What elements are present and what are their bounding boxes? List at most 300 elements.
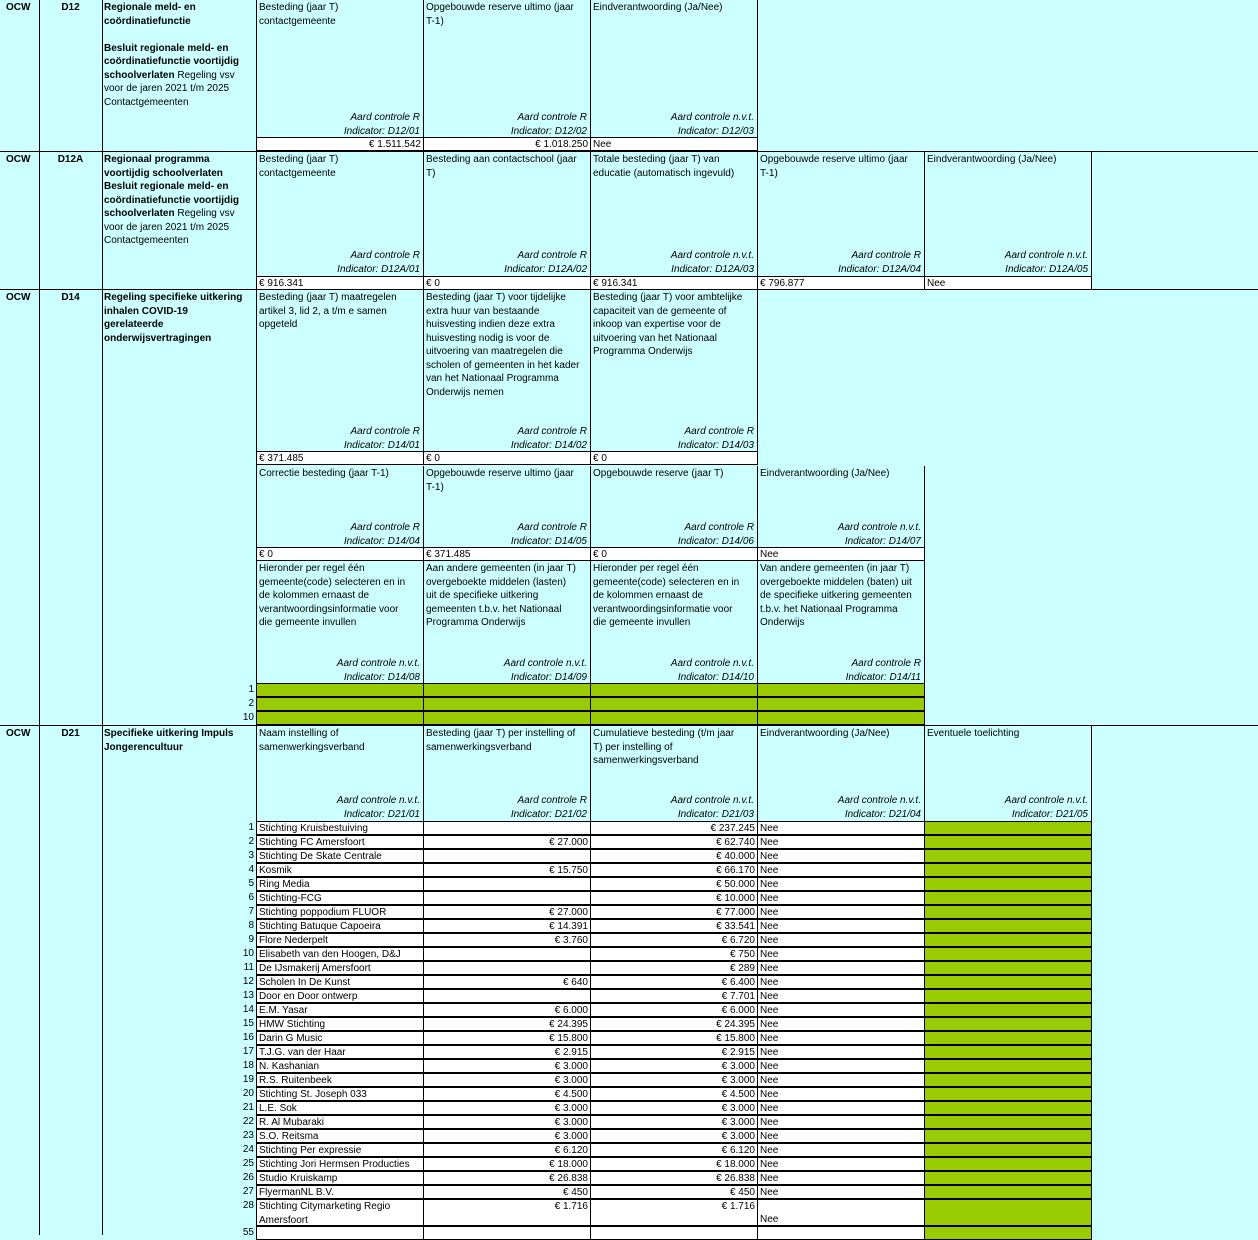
d21-toelichting-cell[interactable] — [924, 905, 1092, 919]
d21-besteding-cell[interactable]: € 3.000 — [423, 1073, 591, 1087]
d21-besteding-cell[interactable] — [423, 947, 591, 961]
d14-value-r2-1[interactable]: € 0 — [256, 547, 424, 561]
d12a-indicator-2-header — [423, 152, 590, 276]
d21-name-cell[interactable]: R. Al Mubaraki — [256, 1115, 424, 1129]
d12a-indicator-1-header — [256, 152, 423, 276]
column-separator — [102, 726, 103, 1235]
d14-input-cell[interactable] — [757, 683, 925, 697]
d12a-title — [102, 152, 256, 289]
d21-indicator-5-indicator-id: Indicator: D21/05 — [1011, 808, 1088, 820]
d14-code: D14 — [61, 292, 80, 303]
d12a-regulation-line — [104, 207, 254, 221]
d21-cumulatief-cell[interactable]: € 3.000 — [590, 1129, 758, 1143]
d14-input-cell[interactable] — [423, 683, 591, 697]
d12a-regulation-normal: Regeling vsv — [174, 208, 235, 219]
d21-row-number: 20 — [242, 1088, 254, 1099]
d12a-indicator-2-aard: Aard controle R — [517, 249, 587, 261]
d21-eindverantwoording-cell[interactable]: Nee — [757, 891, 925, 905]
d21-row-number: 6 — [248, 892, 254, 903]
d21-indicator-3-header — [590, 726, 757, 821]
d21-cumulatief-cell[interactable]: € 18.000 — [590, 1157, 758, 1171]
d21-row-number: 9 — [248, 934, 254, 945]
d12a-indicator-3-indicator-id: Indicator: D12A/03 — [671, 263, 754, 275]
d21-besteding-cell[interactable]: € 450 — [423, 1185, 591, 1199]
d12-regulation-line — [104, 69, 254, 83]
d12a-title-line: Besluit regionale meld- en — [104, 181, 229, 192]
d14-indicator-r2-2-label: Opgebouwde reserve ultimo (jaar T-1) — [426, 468, 574, 493]
d21-besteding-cell[interactable]: € 3.000 — [423, 1101, 591, 1115]
d21-row-number: 23 — [242, 1130, 254, 1141]
d12-value-3[interactable]: Nee — [590, 137, 758, 151]
d14-indicator-r3-4-indicator-id: Indicator: D14/11 — [845, 671, 921, 683]
d14-indicator-r2-4-indicator-id: Indicator: D14/07 — [844, 535, 921, 547]
d21-toelichting-cell[interactable] — [924, 1199, 1092, 1226]
d12-title-line: Regionale meld- en — [104, 2, 196, 13]
d21-besteding-cell[interactable]: € 15.800 — [423, 1031, 591, 1045]
d14-indicator-r1-3-indicator-id: Indicator: D14/03 — [677, 439, 754, 451]
d12-value-1[interactable]: € 1.511.542 — [256, 137, 424, 151]
d14-indicator-r3-1-aard: Aard controle n.v.t. — [336, 657, 420, 669]
d12a-indicator-5-indicator-id: Indicator: D12A/05 — [1005, 263, 1088, 275]
d21-indicator-2-indicator-id: Indicator: D21/02 — [510, 808, 587, 820]
d21-cumulatief-cell[interactable]: € 237.245 — [590, 821, 758, 835]
d14-value-r2-2[interactable]: € 371.485 — [423, 547, 591, 561]
d21-eindverantwoording-cell[interactable]: Nee — [757, 1143, 925, 1157]
d21-eindverantwoording-cell[interactable]: Nee — [757, 1199, 925, 1226]
d21-indicator-5-header — [924, 726, 1091, 821]
d21-row-number: 11 — [243, 962, 254, 973]
d21-toelichting-cell[interactable] — [924, 1143, 1092, 1157]
d21-besteding-cell[interactable]: € 6.000 — [423, 1003, 591, 1017]
d21-eindverantwoording-cell[interactable]: Nee — [757, 1059, 925, 1073]
d21-eindverantwoording-cell[interactable]: Nee — [757, 1115, 925, 1129]
d21-toelichting-cell[interactable] — [924, 1017, 1092, 1031]
d21-toelichting-cell[interactable] — [924, 1003, 1092, 1017]
d21-eindverantwoording-cell[interactable]: Nee — [757, 1087, 925, 1101]
d21-toelichting-cell[interactable] — [924, 835, 1092, 849]
d21-toelichting-cell[interactable] — [924, 933, 1092, 947]
d21-toelichting-cell[interactable] — [924, 1087, 1092, 1101]
d21-name-cell[interactable]: Stichting Citymarketing Regio Amersfoort — [256, 1199, 424, 1226]
d21-name-cell[interactable]: L.E. Sok — [256, 1101, 424, 1115]
d21-eindverantwoording-cell[interactable]: Nee — [757, 933, 925, 947]
d12-code: D12 — [61, 2, 80, 13]
d21-indicator-2-header — [423, 726, 590, 821]
d21-indicator-3-aard: Aard controle n.v.t. — [670, 794, 754, 806]
d21-toelichting-cell[interactable] — [924, 1031, 1092, 1045]
d21-eindverantwoording-cell[interactable]: Nee — [757, 1003, 925, 1017]
d21-cumulatief-cell[interactable]: € 6.720 — [590, 933, 758, 947]
d21-besteding-cell[interactable]: € 4.500 — [423, 1087, 591, 1101]
d14-indicator-r1-1-header — [256, 290, 423, 452]
d21-cumulatief-cell[interactable]: € 4.500 — [590, 1087, 758, 1101]
d12a-indicator-2-label: Besteding aan contactschool (jaar T) — [426, 154, 577, 179]
d21-cumulatief-cell[interactable]: € 3.000 — [590, 1101, 758, 1115]
d14-indicator-r1-2-aard: Aard controle R — [517, 425, 587, 437]
d21-row-number: 12 — [242, 976, 254, 987]
d21-eindverantwoording-cell[interactable]: Nee — [757, 1101, 925, 1115]
d21-eindverantwoording-cell[interactable]: Nee — [757, 961, 925, 975]
d21-name-cell[interactable]: Ring Media — [256, 877, 424, 891]
d21-toelichting-cell[interactable] — [924, 1115, 1092, 1129]
d12-indicator-3-indicator-id: Indicator: D12/03 — [677, 125, 754, 137]
d21-cumulatief-cell[interactable]: € 7.701 — [590, 989, 758, 1003]
d14-indicator-r2-4-label: Eindverantwoording (Ja/Nee) — [760, 468, 890, 479]
d14-indicator-r1-3-aard: Aard controle R — [684, 425, 754, 437]
d21-besteding-cell[interactable] — [423, 989, 591, 1003]
d21-eindverantwoording-cell[interactable]: Nee — [757, 821, 925, 835]
d14-indicator-r2-1-label: Correctie besteding (jaar T-1) — [259, 468, 389, 479]
d12-indicator-1-aard: Aard controle R — [350, 111, 420, 123]
d12-indicator-3-label: Eindverantwoording (Ja/Nee) — [593, 2, 723, 13]
d21-besteding-cell[interactable] — [423, 821, 591, 835]
d12a-regulation-bold: schoolverlaten — [104, 208, 175, 219]
d21-cumulatief-cell[interactable]: € 15.800 — [590, 1031, 758, 1045]
d21-eindverantwoording-cell[interactable]: Nee — [757, 947, 925, 961]
d21-besteding-cell[interactable] — [423, 891, 591, 905]
d21-row-number: 3 — [248, 850, 254, 861]
d21-indicator-4-label: Eindverantwoording (Ja/Nee) — [760, 728, 890, 739]
d21-row-number: 22 — [242, 1116, 254, 1127]
d21-toelichting-cell[interactable] — [924, 849, 1092, 863]
d21-name-cell[interactable]: Stichting St. Joseph 033 — [256, 1087, 424, 1101]
d14-indicator-r1-3-header — [590, 290, 757, 452]
d14-indicator-r3-1-label: Hieronder per regel één gemeente(code) selecteren en in de kolommen ernaast de verantwoordingsinformatie voor die gemeente invullen — [259, 563, 406, 628]
d14-input-cell[interactable] — [757, 697, 925, 711]
d14-input-cell[interactable] — [256, 697, 424, 711]
d12a-regulation-line: Contactgemeenten — [104, 235, 189, 246]
d21-name-cell[interactable]: S.O. Reitsma — [256, 1129, 424, 1143]
d21-cumulatief-cell[interactable]: € 2.915 — [590, 1045, 758, 1059]
d12a-value-2[interactable]: € 0 — [423, 276, 591, 290]
d14-indicator-r2-1-aard: Aard controle R — [350, 521, 420, 533]
d21-name-cell[interactable]: Stichting poppodium FLUOR — [256, 905, 424, 919]
d12a-indicator-3-header — [590, 152, 757, 276]
d12-regulation-normal: Regeling vsv — [174, 69, 235, 81]
d14-indicator-r1-1-indicator-id: Indicator: D14/01 — [343, 439, 420, 451]
d21-besteding-cell[interactable]: € 3.000 — [423, 1059, 591, 1073]
d21-besteding-cell[interactable] — [423, 877, 591, 891]
d21-toelichting-cell[interactable] — [924, 1226, 1092, 1240]
d21-toelichting-cell[interactable] — [924, 891, 1092, 905]
d21-cumulatief-cell[interactable]: € 50.000 — [590, 877, 758, 891]
d21-besteding-cell[interactable]: € 1.716 — [423, 1199, 591, 1226]
d21-row-number: 10 — [242, 948, 254, 959]
d21-eindverantwoording-cell[interactable]: Nee — [757, 863, 925, 877]
d12a-indicator-1-indicator-id: Indicator: D12A/01 — [337, 263, 420, 275]
d21-eindverantwoording-cell[interactable]: Nee — [757, 1073, 925, 1087]
d21-eindverantwoording-cell[interactable]: Nee — [757, 919, 925, 933]
d14-value-r1-2[interactable]: € 0 — [423, 451, 591, 465]
d21-indicator-1-indicator-id: Indicator: D21/01 — [343, 808, 420, 820]
d21-name-cell[interactable]: Stichting Jori Hermsen Producties — [256, 1157, 424, 1171]
d14-indicator-r2-2-indicator-id: Indicator: D14/05 — [510, 535, 587, 547]
d21-besteding-cell[interactable]: € 27.000 — [423, 905, 591, 919]
d14-indicator-r1-2-header — [423, 290, 590, 452]
d21-indicator-2-aard: Aard controle R — [517, 794, 587, 806]
d21-eindverantwoording-cell[interactable]: Nee — [757, 877, 925, 891]
d21-cumulatief-cell[interactable]: € 1.716 — [590, 1199, 758, 1226]
d21-name-cell[interactable]: Elisabeth van den Hoogen, D&J — [256, 947, 424, 961]
d21-cumulatief-cell[interactable]: € 62.740 — [590, 835, 758, 849]
d14-input-cell[interactable] — [590, 711, 758, 725]
d21-row-number: 8 — [248, 920, 254, 931]
d21-toelichting-cell[interactable] — [924, 863, 1092, 877]
d21-row-number: 7 — [248, 906, 254, 917]
d21-indicator-4-header — [757, 726, 924, 821]
d12-regulation-line: Contactgemeenten — [104, 96, 189, 108]
d21-cumulatief-cell[interactable]: € 6.400 — [590, 975, 758, 989]
d14-indicator-r2-1-indicator-id: Indicator: D14/04 — [343, 535, 420, 547]
d12a-title-line: voortijdig schoolverlaten — [104, 167, 223, 179]
d21-name-cell[interactable]: Flore Nederpelt — [256, 933, 424, 947]
d14-indicator-r3-2-label: Aan andere gemeenten (in jaar T) overgeboekte middelen (lasten) uit de specifieke uitkering gemeenten t.b.v. het Nationaal Programma Onderwijs — [426, 563, 576, 628]
d21-row-number: 2 — [248, 836, 254, 847]
d21-eindverantwoording-cell[interactable]: Nee — [757, 849, 925, 863]
d14-value-r2-3[interactable]: € 0 — [590, 547, 758, 561]
d12a-indicator-5-header — [924, 152, 1091, 276]
d14-input-cell[interactable] — [757, 711, 925, 725]
d14-row-number: 1 — [248, 684, 254, 695]
d21-name-cell[interactable]: Stichting-FCG — [256, 891, 424, 905]
d14-value-r1-3[interactable]: € 0 — [590, 451, 758, 465]
d21-name-cell[interactable]: E.M. Yasar — [256, 1003, 424, 1017]
d21-toelichting-cell[interactable] — [924, 821, 1092, 835]
d21-indicator-4-aard: Aard controle n.v.t. — [837, 794, 921, 806]
d21-eindverantwoording-cell[interactable]: Nee — [757, 1129, 925, 1143]
d21-name-cell[interactable]: Stichting Per expressie — [256, 1143, 424, 1157]
d21-eindverantwoording-cell[interactable] — [757, 1226, 925, 1240]
d14-input-cell[interactable] — [590, 683, 758, 697]
d14-input-cell[interactable] — [256, 683, 424, 697]
d14-ministry: OCW — [6, 292, 31, 303]
d21-cumulatief-cell[interactable]: € 33.541 — [590, 919, 758, 933]
d21-indicator-1-header — [256, 726, 423, 821]
d21-name-cell[interactable] — [256, 1226, 424, 1240]
d21-besteding-cell[interactable]: € 14.391 — [423, 919, 591, 933]
d21-cumulatief-cell[interactable]: € 24.395 — [590, 1017, 758, 1031]
d21-cumulatief-cell[interactable] — [590, 1226, 758, 1240]
d21-cumulatief-cell[interactable]: € 77.000 — [590, 905, 758, 919]
d21-eindverantwoording-cell[interactable]: Nee — [757, 989, 925, 1003]
d21-name-cell[interactable]: R.S. Ruitenbeek — [256, 1073, 424, 1087]
d14-indicator-r2-3-indicator-id: Indicator: D14/06 — [677, 535, 754, 547]
d21-row-number: 17 — [242, 1046, 254, 1057]
d21-toelichting-cell[interactable] — [924, 1073, 1092, 1087]
d21-cumulatief-cell[interactable]: € 66.170 — [590, 863, 758, 877]
d14-indicator-r3-3-label: Hieronder per regel één gemeente(code) selecteren en in de kolommen ernaast de verantwoordingsinformatie voor die gemeente invullen — [593, 563, 740, 628]
d14-value-r2-4[interactable]: Nee — [757, 547, 925, 561]
d21-toelichting-cell[interactable] — [924, 961, 1092, 975]
d12-regulation-bold: schoolverlaten — [104, 69, 175, 81]
d21-name-cell[interactable]: T.J.G. van der Haar — [256, 1045, 424, 1059]
d21-row-number: 27 — [242, 1186, 254, 1197]
d12a-indicator-3-aard: Aard controle n.v.t. — [670, 249, 754, 261]
d21-eindverantwoording-cell[interactable]: Nee — [757, 1171, 925, 1185]
d12a-value-1[interactable]: € 916.341 — [256, 276, 424, 290]
d21-besteding-cell[interactable] — [423, 849, 591, 863]
d21-eindverantwoording-cell[interactable]: Nee — [757, 975, 925, 989]
d12a-value-3[interactable]: € 916.341 — [590, 276, 758, 290]
d12a-indicator-1-aard: Aard controle R — [350, 249, 420, 261]
d21-eindverantwoording-cell[interactable]: Nee — [757, 1185, 925, 1199]
d21-name-cell[interactable]: Door en Door ontwerp — [256, 989, 424, 1003]
d14-indicator-r2-4-header — [757, 466, 924, 548]
d21-besteding-cell[interactable]: € 26.838 — [423, 1171, 591, 1185]
d14-indicator-r2-4-aard: Aard controle n.v.t. — [837, 521, 921, 533]
d21-toelichting-cell[interactable] — [924, 1101, 1092, 1115]
d21-cumulatief-cell[interactable]: € 26.838 — [590, 1171, 758, 1185]
d12-indicator-2-header — [423, 0, 590, 138]
d21-row-number: 28 — [242, 1200, 254, 1211]
d21-toelichting-cell[interactable] — [924, 989, 1092, 1003]
d12-title — [102, 0, 256, 151]
d12-indicator-3-aard: Aard controle n.v.t. — [670, 111, 754, 123]
d21-cumulatief-cell[interactable]: € 450 — [590, 1185, 758, 1199]
d21-indicator-5-label: Eventuele toelichting — [927, 728, 1020, 739]
d21-title: Specifieke uitkering Impuls Jongerencultuur — [104, 728, 234, 753]
d21-besteding-cell[interactable]: € 3.000 — [423, 1115, 591, 1129]
d21-name-cell[interactable]: N. Kashanian — [256, 1059, 424, 1073]
d21-besteding-cell[interactable]: € 3.000 — [423, 1129, 591, 1143]
d21-row-number: 55 — [242, 1227, 254, 1238]
d12-value-2[interactable]: € 1.018.250 — [423, 137, 591, 151]
d21-besteding-cell[interactable] — [423, 1226, 591, 1240]
d14-value-r1-1[interactable]: € 371.485 — [256, 451, 424, 465]
d12a-value-5[interactable]: Nee — [924, 276, 1092, 290]
d21-cumulatief-cell[interactable]: € 6.120 — [590, 1143, 758, 1157]
d21-name-cell[interactable]: HMW Stichting — [256, 1017, 424, 1031]
d21-cumulatief-cell[interactable]: € 6.000 — [590, 1003, 758, 1017]
d14-input-cell[interactable] — [423, 711, 591, 725]
column-separator — [757, 290, 758, 452]
d14-indicator-r3-2-aard: Aard controle n.v.t. — [503, 657, 587, 669]
d14-input-cell[interactable] — [256, 711, 424, 725]
d21-name-cell[interactable]: Kosmik — [256, 863, 424, 877]
d21-toelichting-cell[interactable] — [924, 1059, 1092, 1073]
d14-title: Regeling specifieke uitkering inhalen COVID-19 gerelateerde onderwijsvertragingen — [104, 292, 243, 344]
d12a-code: D12A — [57, 154, 84, 165]
d14-indicator-r2-3-aard: Aard controle R — [684, 521, 754, 533]
d12a-indicator-4-indicator-id: Indicator: D12A/04 — [838, 263, 921, 275]
d21-indicator-4-indicator-id: Indicator: D21/04 — [844, 808, 921, 820]
d14-indicator-r2-3-label: Opgebouwde reserve (jaar T) — [593, 468, 724, 479]
d21-indicator-3-label: Cumulatieve besteding (t/m jaar T) per instelling of samenwerkingsverband — [593, 728, 735, 766]
d21-cumulatief-cell[interactable]: € 40.000 — [590, 849, 758, 863]
d21-name-cell[interactable]: Stichting FC Amersfoort — [256, 835, 424, 849]
d21-row-number: 24 — [242, 1144, 254, 1155]
d14-indicator-r3-1-indicator-id: Indicator: D14/08 — [343, 671, 420, 683]
d21-besteding-cell[interactable]: € 2.915 — [423, 1045, 591, 1059]
d12a-indicator-3-label: Totale besteding (jaar T) van educatie (automatisch ingevuld) — [593, 154, 735, 179]
d14-indicator-r3-2-header — [423, 561, 590, 684]
d21-besteding-cell[interactable]: € 640 — [423, 975, 591, 989]
d12-indicator-1-indicator-id: Indicator: D12/01 — [343, 125, 420, 137]
column-separator — [1091, 152, 1092, 289]
d21-name-cell[interactable]: Stichting Batuque Capoeira — [256, 919, 424, 933]
d21-eindverantwoording-cell[interactable]: Nee — [757, 1045, 925, 1059]
d21-cumulatief-cell[interactable]: € 750 — [590, 947, 758, 961]
d14-indicator-r2-1-header — [256, 466, 423, 548]
d21-toelichting-cell[interactable] — [924, 1185, 1092, 1199]
d21-name-cell[interactable]: Scholen In De Kunst — [256, 975, 424, 989]
d14-indicator-r3-4-header — [757, 561, 924, 684]
d14-indicator-r1-2-label: Besteding (jaar T) voor tijdelijke extra huur van bestaande huisvesting indien deze extra huisvesting nodig is voor de uitvoering van maatregelen die scholen of gemeenten in het kader van het Nationaal Programma Onderwijs nemen — [426, 292, 580, 398]
d12a-indicator-4-label: Opgebouwde reserve ultimo (jaar T-1) — [760, 154, 908, 179]
d14-indicator-r1-1-label: Besteding (jaar T) maatregelen artikel 3, lid 2, a t/m e samen opgeteld — [259, 292, 397, 330]
d21-name-cell[interactable]: Studio Kruiskamp — [256, 1171, 424, 1185]
d12-indicator-1-header — [256, 0, 423, 138]
d21-cumulatief-cell[interactable]: € 289 — [590, 961, 758, 975]
d12-indicator-3-header — [590, 0, 757, 138]
d21-eindverantwoording-cell[interactable]: Nee — [757, 905, 925, 919]
d21-eindverantwoording-cell[interactable]: Nee — [757, 1031, 925, 1045]
d21-row-number: 13 — [242, 990, 254, 1001]
d21-besteding-cell[interactable]: € 27.000 — [423, 835, 591, 849]
d12a-title-line: Regionaal programma — [104, 154, 210, 165]
d21-eindverantwoording-cell[interactable]: Nee — [757, 1017, 925, 1031]
d12-indicator-2-label: Opgebouwde reserve ultimo (jaar T-1) — [426, 2, 574, 27]
d14-input-cell[interactable] — [423, 697, 591, 711]
d12-title-line: coördinatiefunctie — [104, 15, 191, 27]
d21-toelichting-cell[interactable] — [924, 1157, 1092, 1171]
d21-name-cell[interactable]: De IJsmakerij Amersfoort — [256, 961, 424, 975]
d21-besteding-cell[interactable]: € 6.120 — [423, 1143, 591, 1157]
d21-besteding-cell[interactable] — [423, 961, 591, 975]
d21-cumulatief-cell[interactable]: € 3.000 — [590, 1059, 758, 1073]
d14-row-number: 2 — [248, 698, 254, 709]
d21-cumulatief-cell[interactable]: € 3.000 — [590, 1115, 758, 1129]
d21-row-number: 26 — [242, 1172, 254, 1183]
d21-besteding-cell[interactable]: € 15.750 — [423, 863, 591, 877]
d21-besteding-cell[interactable]: € 18.000 — [423, 1157, 591, 1171]
d12a-title-line: coördinatiefunctie voortijdig — [104, 194, 240, 206]
d14-indicator-r3-3-header — [590, 561, 757, 684]
d21-toelichting-cell[interactable] — [924, 947, 1092, 961]
d21-name-cell[interactable]: Stichting Kruisbestuiving — [256, 821, 424, 835]
d14-indicator-r3-3-aard: Aard controle n.v.t. — [670, 657, 754, 669]
d21-toelichting-cell[interactable] — [924, 1171, 1092, 1185]
d21-eindverantwoording-cell[interactable]: Nee — [757, 1157, 925, 1171]
d21-name-cell[interactable]: Darin G Music — [256, 1031, 424, 1045]
d12a-indicator-5-label: Eindverantwoording (Ja/Nee) — [927, 154, 1057, 165]
d21-besteding-cell[interactable]: € 24.395 — [423, 1017, 591, 1031]
d21-cumulatief-cell[interactable]: € 10.000 — [590, 891, 758, 905]
d21-name-cell[interactable]: Stichting De Skate Centrale — [256, 849, 424, 863]
d21-toelichting-cell[interactable] — [924, 919, 1092, 933]
d21-eindverantwoording-cell[interactable]: Nee — [757, 835, 925, 849]
d21-toelichting-cell[interactable] — [924, 975, 1092, 989]
d21-besteding-cell[interactable]: € 3.760 — [423, 933, 591, 947]
d21-toelichting-cell[interactable] — [924, 1045, 1092, 1059]
d12-regulation-line: coördinatiefunctie voortijdig — [104, 56, 240, 67]
d14-indicator-r1-2-indicator-id: Indicator: D14/02 — [510, 439, 587, 451]
d21-row-number: 21 — [242, 1102, 254, 1113]
d12-indicator-2-aard: Aard controle R — [517, 111, 587, 123]
d14-indicator-r1-3-label: Besteding (jaar T) voor ambtelijke capaciteit van de gemeente of inkoop van expertise voor de uitvoering van het Nationaal Programma Onderwijs — [593, 292, 743, 357]
d21-cumulatief-cell[interactable]: € 3.000 — [590, 1073, 758, 1087]
d21-name-cell[interactable]: FlyermanNL B.V. — [256, 1185, 424, 1199]
d21-row-number: 15 — [242, 1018, 254, 1029]
d21-toelichting-cell[interactable] — [924, 877, 1092, 891]
d12a-indicator-2-indicator-id: Indicator: D12A/02 — [504, 263, 587, 275]
d12a-indicator-4-header — [757, 152, 924, 276]
d21-ministry: OCW — [6, 728, 31, 739]
d21-toelichting-cell[interactable] — [924, 1129, 1092, 1143]
d12-regulation-line: voor de jaren 2021 t/m 2025 — [104, 83, 230, 94]
d12a-value-4[interactable]: € 796.877 — [757, 276, 925, 290]
d14-input-cell[interactable] — [590, 697, 758, 711]
